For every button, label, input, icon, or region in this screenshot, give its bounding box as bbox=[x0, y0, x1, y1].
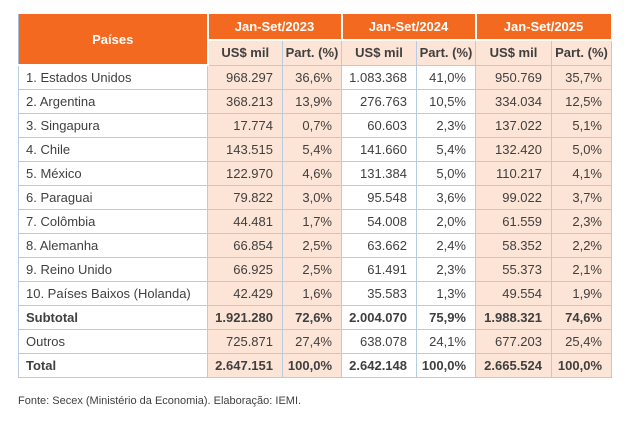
value-cell: 2,5% bbox=[283, 233, 342, 257]
value-cell: 334.034 bbox=[476, 89, 552, 113]
table-row bbox=[19, 281, 612, 305]
value-cell: 74,6% bbox=[552, 305, 612, 329]
country-cell: Total bbox=[19, 353, 208, 377]
value-cell: 79.822 bbox=[208, 185, 283, 209]
value-cell: 2,2% bbox=[552, 233, 612, 257]
table-row bbox=[19, 161, 612, 185]
table-row bbox=[19, 329, 612, 353]
value-cell: 3,7% bbox=[552, 185, 612, 209]
value-cell: 35.583 bbox=[342, 281, 417, 305]
value-cell: 100,0% bbox=[417, 353, 476, 377]
period-header-2024: Jan-Set/2024 bbox=[342, 13, 476, 40]
period-header-2023: Jan-Set/2023 bbox=[208, 13, 342, 40]
table-row bbox=[19, 65, 612, 89]
value-cell: 60.603 bbox=[342, 113, 417, 137]
value-cell: 5,4% bbox=[417, 137, 476, 161]
value-cell: 63.662 bbox=[342, 233, 417, 257]
value-cell: 2,0% bbox=[417, 209, 476, 233]
countries-column-header: Países bbox=[19, 13, 208, 65]
country-cell: 6. Paraguai bbox=[19, 185, 208, 209]
value-cell: 10,5% bbox=[417, 89, 476, 113]
country-cell: 5. México bbox=[19, 161, 208, 185]
value-cell: 13,9% bbox=[283, 89, 342, 113]
usd-header-2024: US$ mil bbox=[342, 40, 417, 65]
value-cell: 1.988.321 bbox=[476, 305, 552, 329]
value-cell: 725.871 bbox=[208, 329, 283, 353]
table-row bbox=[19, 305, 612, 329]
value-cell: 66.925 bbox=[208, 257, 283, 281]
value-cell: 100,0% bbox=[283, 353, 342, 377]
value-cell: 3,6% bbox=[417, 185, 476, 209]
value-cell: 27,4% bbox=[283, 329, 342, 353]
value-cell: 950.769 bbox=[476, 65, 552, 89]
value-cell: 49.554 bbox=[476, 281, 552, 305]
value-cell: 1.921.280 bbox=[208, 305, 283, 329]
value-cell: 5,1% bbox=[552, 113, 612, 137]
value-cell: 75,9% bbox=[417, 305, 476, 329]
value-cell: 5,0% bbox=[417, 161, 476, 185]
value-cell: 4,1% bbox=[552, 161, 612, 185]
value-cell: 1,7% bbox=[283, 209, 342, 233]
value-cell: 2,1% bbox=[552, 257, 612, 281]
country-cell: 8. Alemanha bbox=[19, 233, 208, 257]
period-header-2025: Jan-Set/2025 bbox=[476, 13, 612, 40]
value-cell: 2.004.070 bbox=[342, 305, 417, 329]
country-cell: 7. Colômbia bbox=[19, 209, 208, 233]
exports-by-country-table bbox=[18, 12, 613, 378]
value-cell: 276.763 bbox=[342, 89, 417, 113]
country-cell: 4. Chile bbox=[19, 137, 208, 161]
share-header-2024: Part. (%) bbox=[417, 40, 476, 65]
usd-header-2023: US$ mil bbox=[208, 40, 283, 65]
value-cell: 638.078 bbox=[342, 329, 417, 353]
value-cell: 72,6% bbox=[283, 305, 342, 329]
value-cell: 1.083.368 bbox=[342, 65, 417, 89]
table-row bbox=[19, 233, 612, 257]
value-cell: 1,6% bbox=[283, 281, 342, 305]
value-cell: 0,7% bbox=[283, 113, 342, 137]
value-cell: 3,0% bbox=[283, 185, 342, 209]
usd-header-2025: US$ mil bbox=[476, 40, 552, 65]
value-cell: 4,6% bbox=[283, 161, 342, 185]
country-cell: 9. Reino Unido bbox=[19, 257, 208, 281]
country-cell: 3. Singapura bbox=[19, 113, 208, 137]
value-cell: 2,3% bbox=[417, 113, 476, 137]
table-row bbox=[19, 89, 612, 113]
value-cell: 5,4% bbox=[283, 137, 342, 161]
value-cell: 24,1% bbox=[417, 329, 476, 353]
value-cell: 99.022 bbox=[476, 185, 552, 209]
table-row bbox=[19, 209, 612, 233]
value-cell: 42.429 bbox=[208, 281, 283, 305]
source-note: Fonte: Secex (Ministério da Economia). Elaboração: IEMI. bbox=[18, 394, 302, 407]
value-cell: 131.384 bbox=[342, 161, 417, 185]
value-cell: 2.665.524 bbox=[476, 353, 552, 377]
value-cell: 100,0% bbox=[552, 353, 612, 377]
value-cell: 66.854 bbox=[208, 233, 283, 257]
value-cell: 677.203 bbox=[476, 329, 552, 353]
value-cell: 44.481 bbox=[208, 209, 283, 233]
value-cell: 25,4% bbox=[552, 329, 612, 353]
value-cell: 35,7% bbox=[552, 65, 612, 89]
value-cell: 968.297 bbox=[208, 65, 283, 89]
table-body bbox=[19, 65, 612, 377]
table-row bbox=[19, 185, 612, 209]
value-cell: 36,6% bbox=[283, 65, 342, 89]
value-cell: 2.647.151 bbox=[208, 353, 283, 377]
value-cell: 61.491 bbox=[342, 257, 417, 281]
value-cell: 5,0% bbox=[552, 137, 612, 161]
table-row bbox=[19, 353, 612, 377]
value-cell: 41,0% bbox=[417, 65, 476, 89]
value-cell: 2.642.148 bbox=[342, 353, 417, 377]
value-cell: 2,3% bbox=[417, 257, 476, 281]
value-cell: 12,5% bbox=[552, 89, 612, 113]
value-cell: 95.548 bbox=[342, 185, 417, 209]
country-cell: 2. Argentina bbox=[19, 89, 208, 113]
value-cell: 54.008 bbox=[342, 209, 417, 233]
table-row bbox=[19, 137, 612, 161]
value-cell: 368.213 bbox=[208, 89, 283, 113]
value-cell: 141.660 bbox=[342, 137, 417, 161]
value-cell: 1,3% bbox=[417, 281, 476, 305]
value-cell: 2,3% bbox=[552, 209, 612, 233]
country-cell: 10. Países Baixos (Holanda) bbox=[19, 281, 208, 305]
country-cell: Outros bbox=[19, 329, 208, 353]
value-cell: 61.559 bbox=[476, 209, 552, 233]
table-row bbox=[19, 257, 612, 281]
value-cell: 17.774 bbox=[208, 113, 283, 137]
value-cell: 143.515 bbox=[208, 137, 283, 161]
value-cell: 55.373 bbox=[476, 257, 552, 281]
value-cell: 110.217 bbox=[476, 161, 552, 185]
value-cell: 58.352 bbox=[476, 233, 552, 257]
table-row bbox=[19, 113, 612, 137]
share-header-2023: Part. (%) bbox=[283, 40, 342, 65]
value-cell: 132.420 bbox=[476, 137, 552, 161]
share-header-2025: Part. (%) bbox=[552, 40, 612, 65]
value-cell: 122.970 bbox=[208, 161, 283, 185]
value-cell: 137.022 bbox=[476, 113, 552, 137]
country-cell: 1. Estados Unidos bbox=[19, 65, 208, 89]
value-cell: 1,9% bbox=[552, 281, 612, 305]
value-cell: 2,5% bbox=[283, 257, 342, 281]
country-cell: Subtotal bbox=[19, 305, 208, 329]
period-header-row bbox=[19, 13, 612, 40]
value-cell: 2,4% bbox=[417, 233, 476, 257]
